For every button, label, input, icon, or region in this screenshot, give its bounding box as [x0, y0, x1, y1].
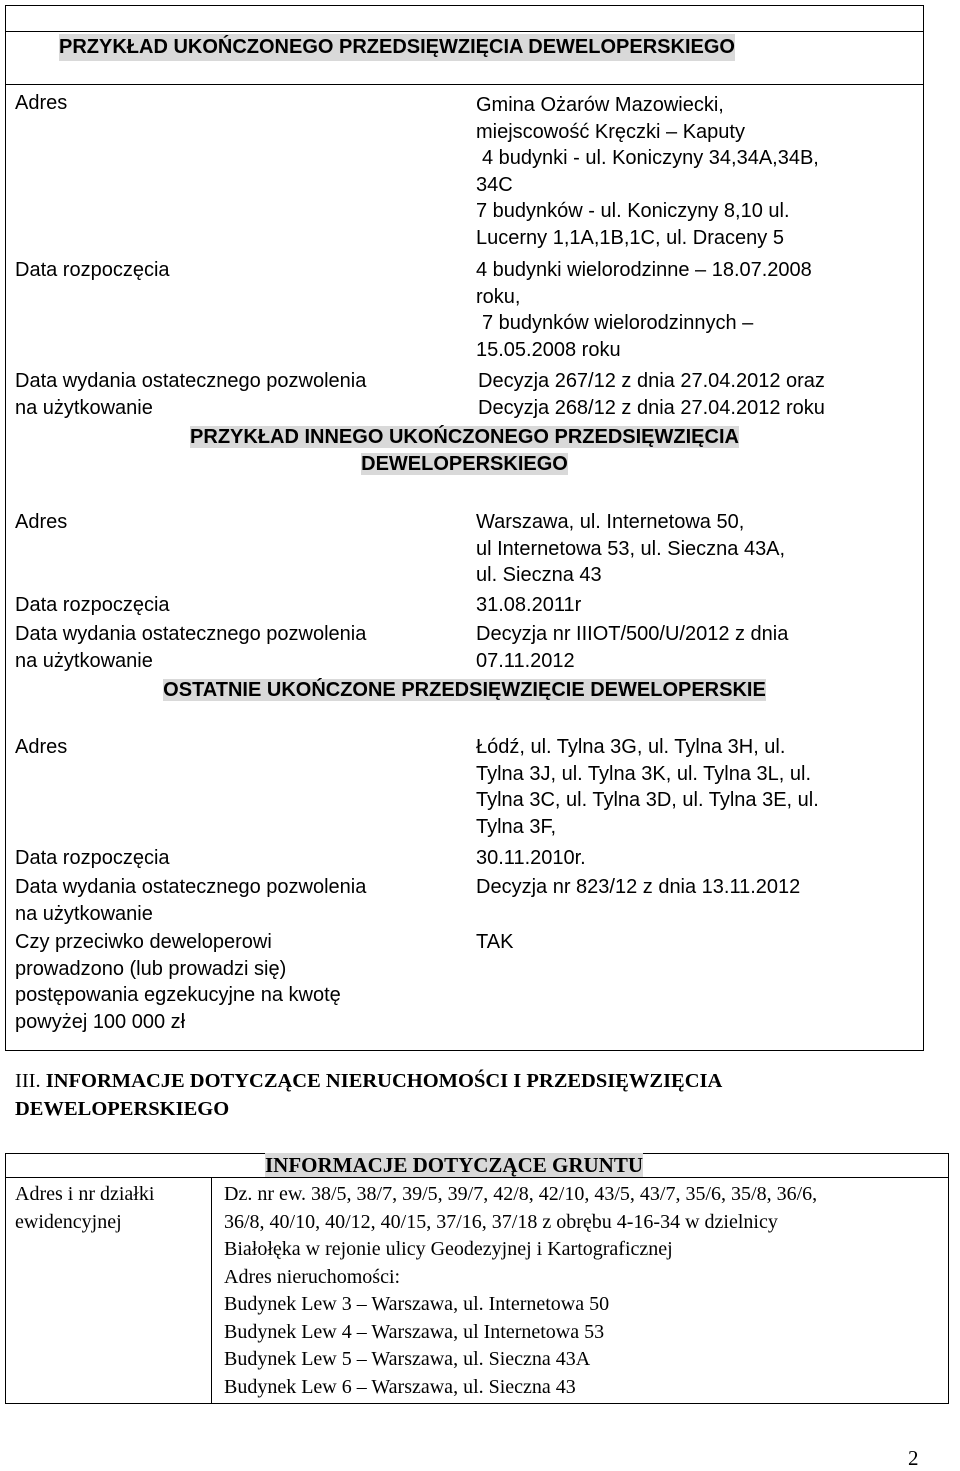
- section3-enforcement-value: TAK: [476, 931, 514, 953]
- section2-address-value: Warszawa, ul. Internetowa 50, ul Internetowa 53, ul. Sieczna 43A, ul. Sieczna 43: [476, 511, 786, 586]
- section2-permit-value: Decyzja nr IIIOT/500/U/2012 z dnia 07.11.2012: [476, 623, 789, 672]
- section1-title: PRZYKŁAD UKOŃCZONEGO PRZEDSIĘWZIĘCIA DEWELOPERSKIEGO: [59, 34, 735, 61]
- left-border: [5, 5, 6, 1051]
- land-table-column-divider: [211, 1177, 212, 1404]
- page-number: 2: [908, 1446, 919, 1470]
- section1-address-label: Adres: [15, 92, 68, 114]
- header-row-border: [5, 31, 924, 32]
- section-iii-heading: III. INFORMACJE DOTYCZĄCE NIERUCHOMOŚCI I PRZEDSIĘWZIĘCIA DEWELOPERSKIEGO: [15, 1070, 723, 1120]
- section3-address-value: Łódź, ul. Tylna 3G, ul. Tylna 3H, ul. Tylna 3J, ul. Tylna 3K, ul. Tylna 3L, ul. Tylna 3C, ul. Tylna 3D, ul. Tylna 3E, ul. Tylna 3F,: [476, 736, 819, 838]
- section3-start-value: 30.11.2010r.: [476, 847, 586, 869]
- section3-start-label: Data rozpoczęcia: [15, 847, 170, 869]
- section3-enforcement-label: Czy przeciwko deweloperowi prowadzono (lub prowadzi się) postępowania egzekucyjne na kwotę powyżej 100 000 zł: [15, 931, 341, 1033]
- section2-address-label: Adres: [15, 511, 68, 533]
- title-row-border: [5, 84, 924, 85]
- section1-start-value: 4 budynki wielorodzinne – 18.07.2008 roku, 7 budynków wielorodzinnych – 15.05.2008 roku: [476, 259, 812, 361]
- section2-title: PRZYKŁAD INNEGO UKOŃCZONEGO PRZEDSIĘWZIĘCIA DEWELOPERSKIEGO: [190, 426, 739, 475]
- section2-permit-label: Data wydania ostatecznego pozwolenia na użytkowanie: [15, 623, 367, 672]
- section1-permit-value: Decyzja 267/12 z dnia 27.04.2012 oraz Decyzja 268/12 z dnia 27.04.2012 roku: [478, 370, 825, 419]
- section2-start-value: 31.08.2011r: [476, 594, 582, 616]
- section3-title: OSTATNIE UKOŃCZONE PRZEDSIĘWZIĘCIE DEWELOPERSKIE: [163, 679, 766, 701]
- section3-permit-label: Data wydania ostatecznego pozwolenia na użytkowanie: [15, 876, 367, 925]
- section3-permit-value: Decyzja nr 823/12 z dnia 13.11.2012: [476, 876, 801, 898]
- section1-permit-label: Data wydania ostatecznego pozwolenia na użytkowanie: [15, 370, 367, 419]
- section1-address-value: Gmina Ożarów Mazowiecki, miejscowość Kręczki – Kaputy 4 budynki - ul. Koniczyny 34,34A,34B, 34C 7 budynków - ul. Koniczyny 8,10 ul. Lucerny 1,1A,1B,1C, ul. Draceny 5: [476, 94, 819, 249]
- right-border: [923, 5, 924, 1051]
- bottom-border: [5, 1050, 924, 1051]
- section1-start-label: Data rozpoczęcia: [15, 259, 170, 281]
- land-table-title: INFORMACJE DOTYCZĄCE GRUNTU: [265, 1153, 644, 1177]
- section2-start-label: Data rozpoczęcia: [15, 594, 170, 616]
- top-border: [5, 5, 924, 6]
- land-table-label: Adres i nr działki ewidencyjnej: [15, 1183, 155, 1233]
- section3-address-label: Adres: [15, 736, 68, 758]
- land-table-value: Dz. nr ew. 38/5, 38/7, 39/5, 39/7, 42/8, 42/10, 43/5, 43/7, 35/6, 35/8, 36/6, 36/8, 40/10, 40/12, 40/15, 37/16, 37/18 z obrębu 4-16-34 w dzielnicy Białołęka w rejonie ulicy Geodezyjnej i Kartograficznej Adres nieruchomości: Budynek Lew 3 – Warszawa, ul. Internetowa 50 Budynek Lew 4 – Warszawa, ul Internetowa 53 Budynek Lew 5 – Warszawa, ul. Sieczna 43A Budynek Lew 6 – Warszawa, ul. Sieczna 43: [224, 1183, 818, 1398]
